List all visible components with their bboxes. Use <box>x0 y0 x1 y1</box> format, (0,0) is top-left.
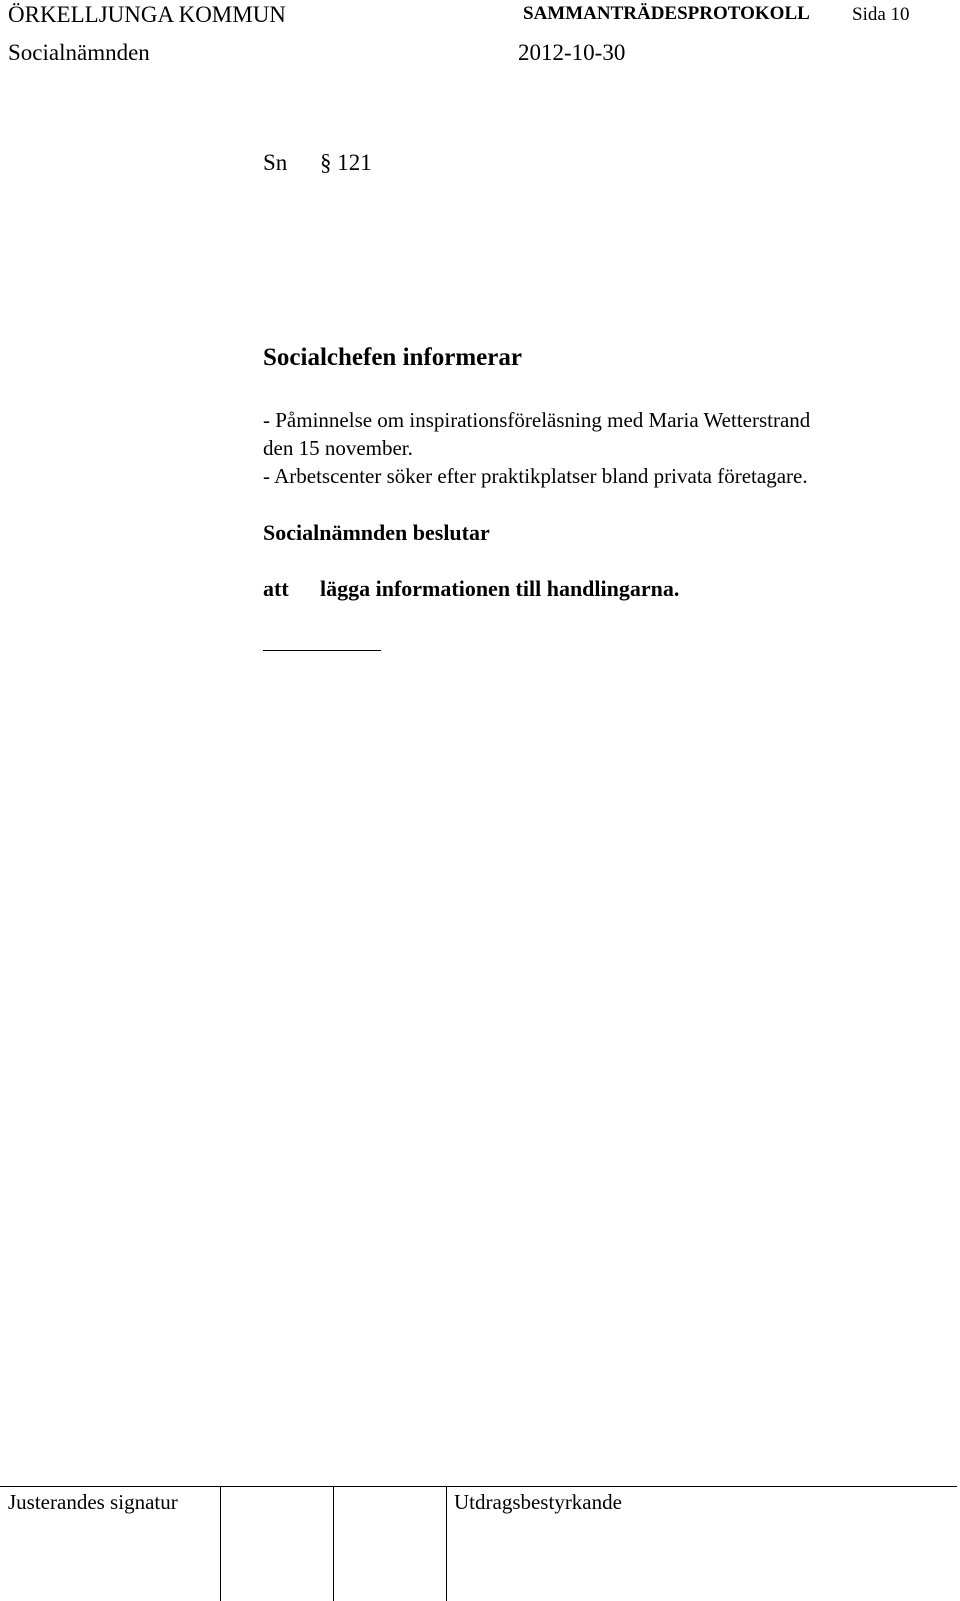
meeting-date: 2012-10-30 <box>518 40 626 65</box>
info-line-1: - Påminnelse om inspirationsföreläsning med Maria Wetterstrand <box>263 408 811 432</box>
signature-label: Justerandes signatur <box>8 1490 178 1514</box>
signature-box-divider-1 <box>220 1486 221 1601</box>
section-number: § 121 <box>320 150 372 175</box>
document-type: SAMMANTRÄDESPROTOKOLL <box>523 3 810 24</box>
section-title: Socialchefen informerar <box>263 344 522 371</box>
info-line-2: den 15 november. <box>263 436 413 460</box>
section-prefix: Sn <box>263 150 288 175</box>
footer-divider <box>0 1486 957 1487</box>
section-end-rule <box>263 650 381 651</box>
signature-box-divider-3 <box>446 1486 447 1601</box>
decision-heading: Socialnämnden beslutar <box>263 520 490 545</box>
extract-certification-label: Utdragsbestyrkande <box>454 1490 622 1514</box>
info-line-3: - Arbetscenter söker efter praktikplatser bland privata företagare. <box>263 464 808 488</box>
committee-name: Socialnämnden <box>8 40 150 65</box>
decision-att: att <box>263 576 289 601</box>
decision-text: lägga informationen till handlingarna. <box>320 576 680 601</box>
signature-box-divider-2 <box>333 1486 334 1601</box>
page-number: Sida 10 <box>852 4 910 25</box>
organization-name: ÖRKELLJUNGA KOMMUN <box>8 2 286 27</box>
